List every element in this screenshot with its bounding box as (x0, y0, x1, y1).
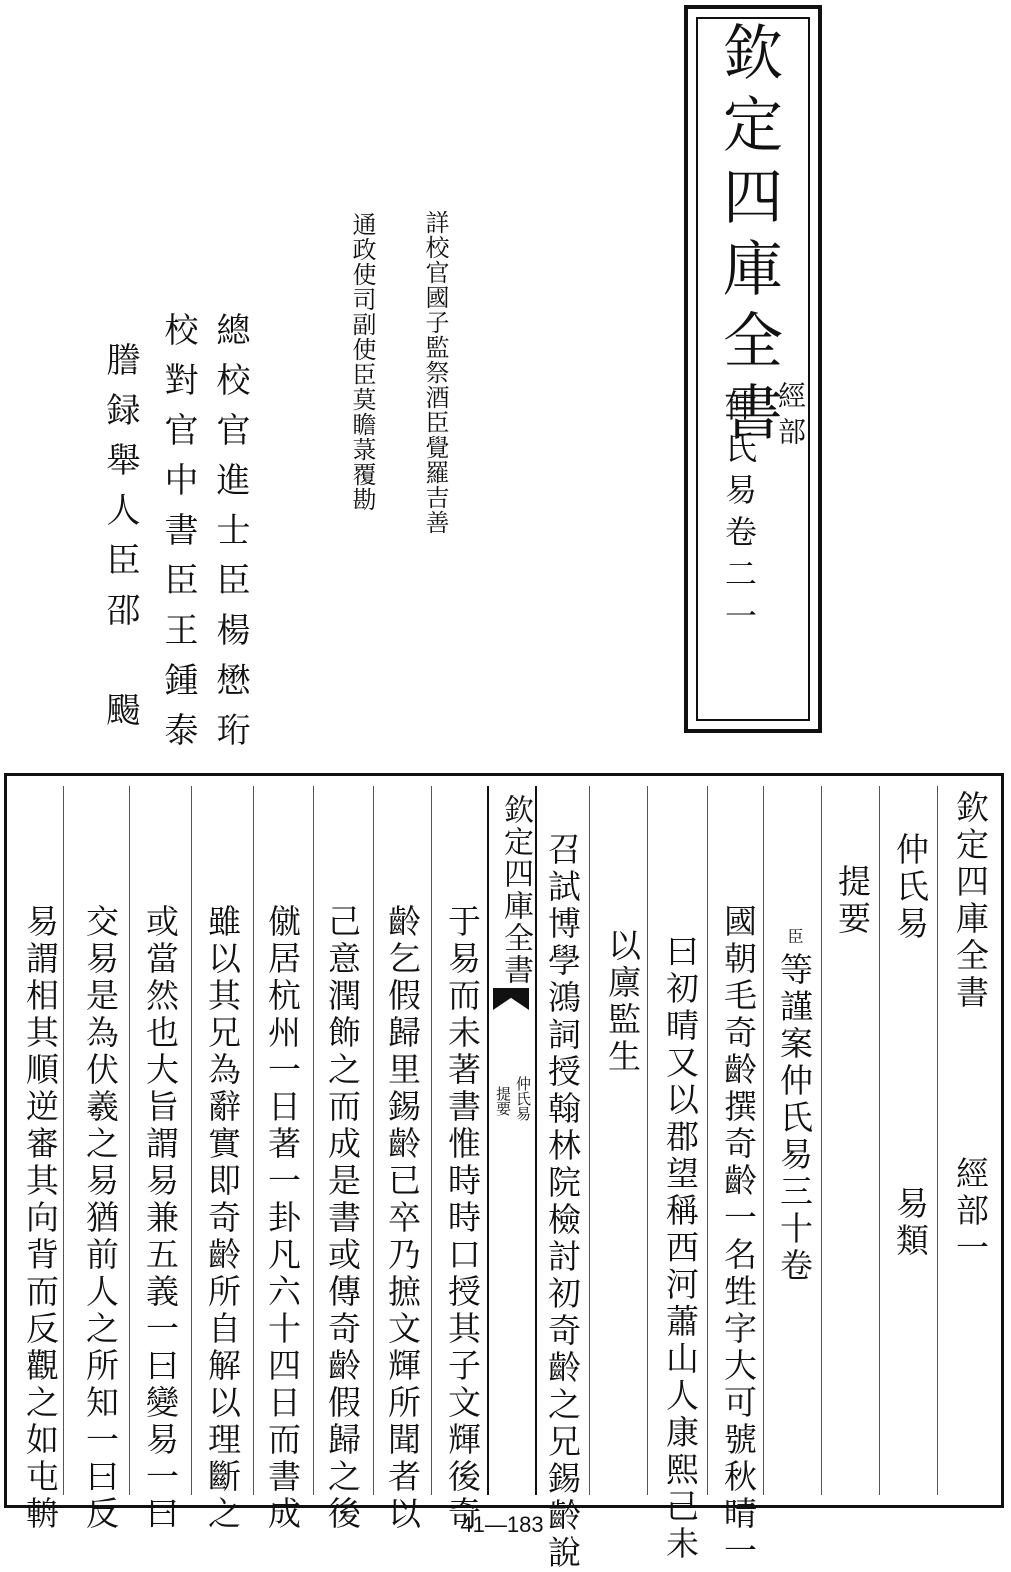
margin-title: 欽定四庫全書 (498, 794, 533, 986)
tiyao-heading: 提要 (833, 864, 872, 938)
fishtail-mark (493, 988, 529, 1010)
page-heading: 欽定四庫全書 (951, 790, 990, 1012)
page-number: 41—183 (460, 1512, 544, 1537)
column-rule (821, 786, 822, 1495)
credit-collator: 校對官中書臣王鍾泰 (158, 312, 198, 762)
slip-section-label: 經部 (774, 381, 807, 453)
text-line-13: 易謂相其順逆審其向背而反觀之如屯輈 (21, 904, 60, 1533)
book-title: 仲氏易 (891, 832, 930, 943)
text-line-4: 以廪監生 (603, 928, 642, 1076)
column-rule (763, 786, 764, 1495)
column-rule (431, 786, 432, 1495)
text-line-11: 或當然也大旨謂易兼五義一曰變易一曰 (141, 904, 180, 1533)
column-rule (707, 786, 708, 1495)
category-label: 易類 (891, 1186, 930, 1260)
text-line-10: 雖以其兄為辭實即奇齡所自解以理斷之 (203, 904, 242, 1533)
credit-reviewer: 通政使司副使臣莫瞻菉覆勘 (348, 212, 376, 512)
credit-copyist: 謄録舉人臣邵 颺 (100, 342, 140, 742)
margin-book-title: 仲氏易 (514, 1076, 532, 1121)
column-rule (253, 786, 254, 1495)
minister-character: 臣 (785, 928, 804, 944)
column-rule (589, 786, 590, 1495)
title-slip (684, 5, 822, 733)
text-line-1: 等謹案仲氏易三十卷 (775, 952, 814, 1285)
slip-main-title: 欽定四庫全書 (713, 21, 783, 453)
column-rule (879, 786, 880, 1495)
margin-section: 提要 (494, 1086, 512, 1116)
column-rule (373, 786, 374, 1495)
text-line-2: 國朝毛奇齡撰奇齡一名甡字大可號秋晴一 (719, 904, 758, 1570)
column-rule (191, 786, 192, 1495)
column-rule (647, 786, 648, 1495)
text-line-5: 召試博學鴻詞授翰林院檢討初奇齡之兄錫齡說 (543, 832, 582, 1572)
column-rule (313, 786, 314, 1495)
credit-proofreader: 詳校官國子監祭酒臣覺羅吉善 (421, 210, 449, 535)
text-line-12: 交易是為伏羲之易猶前人之所知一曰反 (81, 904, 120, 1533)
text-line-9: 僦居杭州一日著一卦凡六十四日而書成 (263, 904, 302, 1533)
text-line-7: 齡乞假歸里錫齡已卒乃摭文輝所聞者以 (383, 904, 422, 1533)
column-rule (129, 786, 130, 1495)
text-line-6: 于易而未著書惟時時口授其子文輝後奇 (443, 904, 482, 1533)
text-line-8: 己意潤飾之而成是書或傳奇齡假歸之後 (323, 904, 362, 1533)
center-margin-strip (487, 786, 537, 1495)
text-line-3: 曰初晴又以郡望稱西河蕭山人康熙己未 (661, 934, 700, 1563)
credit-chief-collator: 總校官進士臣楊懋珩 (210, 312, 250, 762)
slip-book-label: 仲氏易卷二一 (720, 389, 758, 641)
column-rule (937, 786, 938, 1495)
section-number: 經部一 (951, 1156, 990, 1267)
